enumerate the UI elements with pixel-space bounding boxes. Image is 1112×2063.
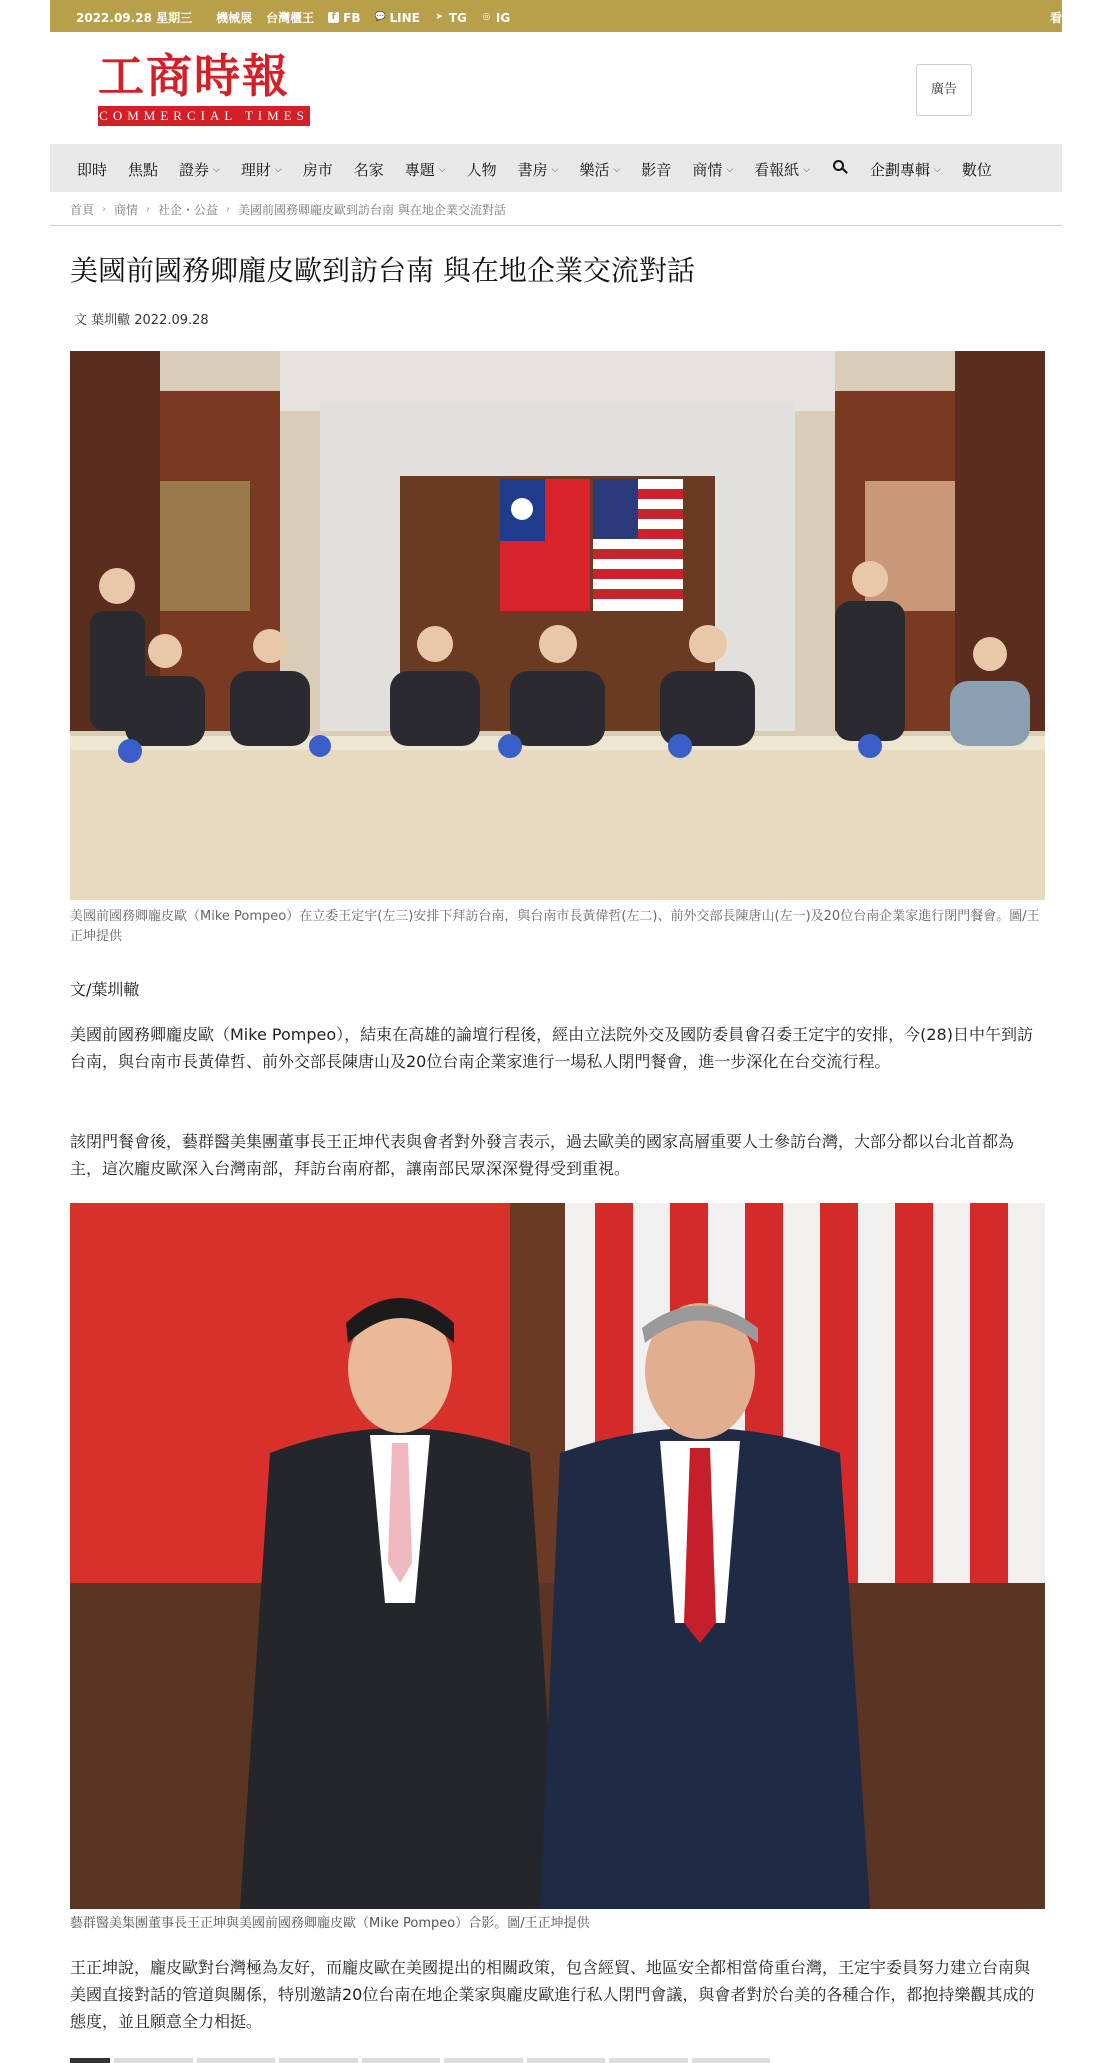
nav-item-label: 樂活 bbox=[579, 161, 610, 179]
nav-item-label: 數位 bbox=[961, 161, 992, 179]
banquet-photo-illustration bbox=[70, 351, 1045, 900]
chevron-right-icon: › bbox=[226, 204, 231, 215]
pagination-segment[interactable] bbox=[197, 2058, 276, 2063]
chevron-right-icon: › bbox=[102, 204, 107, 215]
chevron-right-icon: › bbox=[146, 204, 151, 215]
nav-item-items-8[interactable] bbox=[518, 159, 559, 180]
nav-item-items-1[interactable] bbox=[128, 159, 158, 180]
nav-item-label: 焦點 bbox=[128, 161, 159, 179]
nav-item-label: 房市 bbox=[302, 161, 333, 179]
ad-slot[interactable]: 廣告 bbox=[916, 64, 972, 116]
photo-caption-1: 美國前國務卿龐皮歐（Mike Pompeo）在立委王定宇(左三)安排下拜訪台南，與台南市長黃偉哲(左二)、前外交部長陳唐山(左一)及20位台南企業家進行閉門餐會。圖/王正坤提供 bbox=[70, 909, 1040, 944]
article-paragraph-3: 王正坤說，龐皮歐對台灣極為友好，而龐皮歐在美國提出的相關政策，包含經貿、地區安全都相當倚重台灣，王定宇委員努力建立台南與美國直接對話的管道與關係，特別邀請20位台南在地企業家與龐皮歐進行私人閉門會議，與會者對於台美的各種合作，都抱持樂觀其成的態度，並且願意全力相挺。 bbox=[70, 1958, 1035, 2031]
logo-chinese: 工商時報 bbox=[98, 49, 290, 103]
pagination-segment[interactable] bbox=[114, 2058, 193, 2063]
nav-item-items-11[interactable] bbox=[692, 159, 733, 180]
breadcrumb bbox=[70, 201, 506, 218]
nav-item-items-2[interactable] bbox=[179, 159, 220, 180]
portrait-photo-illustration bbox=[70, 1203, 1045, 1909]
nav-item-items-0[interactable] bbox=[77, 159, 107, 180]
nav-item-label: 人物 bbox=[466, 161, 497, 179]
pagination-bar bbox=[70, 2058, 770, 2063]
nav-item-items-4[interactable] bbox=[303, 159, 333, 180]
chevron-down-icon: ⌵ bbox=[613, 164, 621, 175]
chevron-down-icon: ⌵ bbox=[438, 164, 446, 175]
topbar-link-fb[interactable]: f FB bbox=[328, 11, 360, 25]
nav-item-items-10[interactable] bbox=[641, 159, 671, 180]
topbar-link-line[interactable]: 💬 LINE bbox=[374, 10, 420, 25]
topbar-link-expo[interactable]: 機械展 bbox=[216, 11, 253, 25]
chevron-down-icon: ⌵ bbox=[934, 164, 941, 175]
nav-item-label: 專題 bbox=[404, 161, 435, 179]
chevron-down-icon: ⌵ bbox=[726, 164, 734, 175]
divider bbox=[50, 225, 1062, 226]
pagination-segment[interactable] bbox=[527, 2058, 606, 2063]
pagination-segment[interactable] bbox=[362, 2058, 441, 2063]
pagination-segment[interactable] bbox=[609, 2058, 688, 2063]
nav-item-items-9[interactable] bbox=[579, 159, 620, 180]
topbar-right-link[interactable]: 看 bbox=[1049, 11, 1062, 25]
nav-item-after_search-1[interactable] bbox=[962, 159, 992, 180]
nav-item-label: 商情 bbox=[692, 161, 723, 179]
line-chat-icon: 💬 bbox=[374, 12, 386, 22]
breadcrumb-section[interactable]: 商情 bbox=[114, 203, 139, 217]
search-icon[interactable] bbox=[831, 159, 849, 177]
current-date: 2022.09.28 星期三 bbox=[76, 11, 193, 25]
nav-item-label: 看報紙 bbox=[754, 161, 800, 179]
article-paragraph-1: 美國前國務卿龐皮歐（Mike Pompeo），結束在高雄的論壇行程後，經由立法院外交及國防委員會召委王定宇的安排，今(28)日中午到訪台南，與台南市長黃偉哲、前外交部長陳唐山及20位台南企業家進行一場私人閉門餐會，進一步深化在台交流行程。 bbox=[70, 1025, 1033, 1071]
chevron-down-icon: ⌵ bbox=[551, 164, 559, 175]
nav-item-label: 即時 bbox=[77, 161, 108, 179]
nav-item-after_search-0[interactable] bbox=[870, 159, 941, 180]
nav-item-label: 理財 bbox=[240, 161, 271, 179]
breadcrumb-current: 美國前國務卿龐皮歐到訪台南 與在地企業交流對話 bbox=[238, 203, 506, 217]
topbar-link-otc[interactable]: 台灣櫃王 bbox=[266, 11, 315, 25]
nav-item-label: 企劃專輯 bbox=[870, 161, 931, 179]
nav-item-items-12[interactable] bbox=[754, 159, 810, 180]
breadcrumb-home[interactable]: 首頁 bbox=[70, 203, 95, 217]
site-header bbox=[50, 32, 1062, 144]
pagination-segment[interactable] bbox=[444, 2058, 523, 2063]
nav-item-items-7[interactable] bbox=[467, 159, 497, 180]
article-photo-banquet bbox=[70, 351, 1045, 900]
telegram-icon: ➤ bbox=[435, 12, 444, 22]
article-paragraph-2: 該閉門餐會後，藝群醫美集團董事長王正坤代表與會者對外發言表示，過去歐美的國家高層重要人士參訪台灣，大部分都以台北首都為主，這次龐皮歐深入台灣南部，拜訪台南府都，讓南部民眾深深覺得受到重視。 bbox=[70, 1132, 1015, 1178]
main-nav bbox=[50, 144, 1062, 192]
top-bar bbox=[50, 0, 1062, 32]
breadcrumb-category[interactable]: 社企・公益 bbox=[158, 203, 219, 217]
nav-item-label: 名家 bbox=[353, 161, 384, 179]
nav-item-items-3[interactable] bbox=[241, 159, 282, 180]
pagination-segment[interactable] bbox=[692, 2058, 771, 2063]
facebook-icon: f bbox=[328, 12, 339, 23]
instagram-icon: ◎ bbox=[482, 12, 491, 22]
nav-item-items-5[interactable] bbox=[354, 159, 384, 180]
pagination-segment[interactable] bbox=[279, 2058, 358, 2063]
article-title: 美國前國務卿龐皮歐到訪台南 與在地企業交流對話 bbox=[70, 254, 695, 287]
nav-item-items-6[interactable] bbox=[405, 159, 446, 180]
nav-item-label: 影音 bbox=[641, 161, 672, 179]
nav-item-label: 書房 bbox=[517, 161, 548, 179]
topbar-link-ig[interactable]: ◎ IG bbox=[482, 10, 511, 25]
article-author: 文/葉圳轍 bbox=[70, 980, 140, 999]
article-byline: 文 葉圳轍 2022.09.28 bbox=[74, 313, 209, 328]
article-photo-portrait bbox=[70, 1203, 1045, 1909]
topbar-link-tg[interactable]: ➤ TG bbox=[435, 10, 467, 25]
chevron-down-icon: ⌵ bbox=[274, 164, 282, 175]
nav-item-label: 證券 bbox=[179, 161, 210, 179]
logo-english: COMMERCIAL TIMES bbox=[98, 106, 310, 126]
photo-caption-2: 藝群醫美集團董事長王正坤與美國前國務卿龐皮歐（Mike Pompeo）合影。圖/王正坤提供 bbox=[70, 1916, 590, 1931]
pagination-segment-active[interactable] bbox=[70, 2058, 110, 2063]
chevron-down-icon: ⌵ bbox=[213, 164, 220, 175]
site-logo[interactable] bbox=[98, 50, 310, 126]
chevron-down-icon: ⌵ bbox=[803, 164, 810, 175]
